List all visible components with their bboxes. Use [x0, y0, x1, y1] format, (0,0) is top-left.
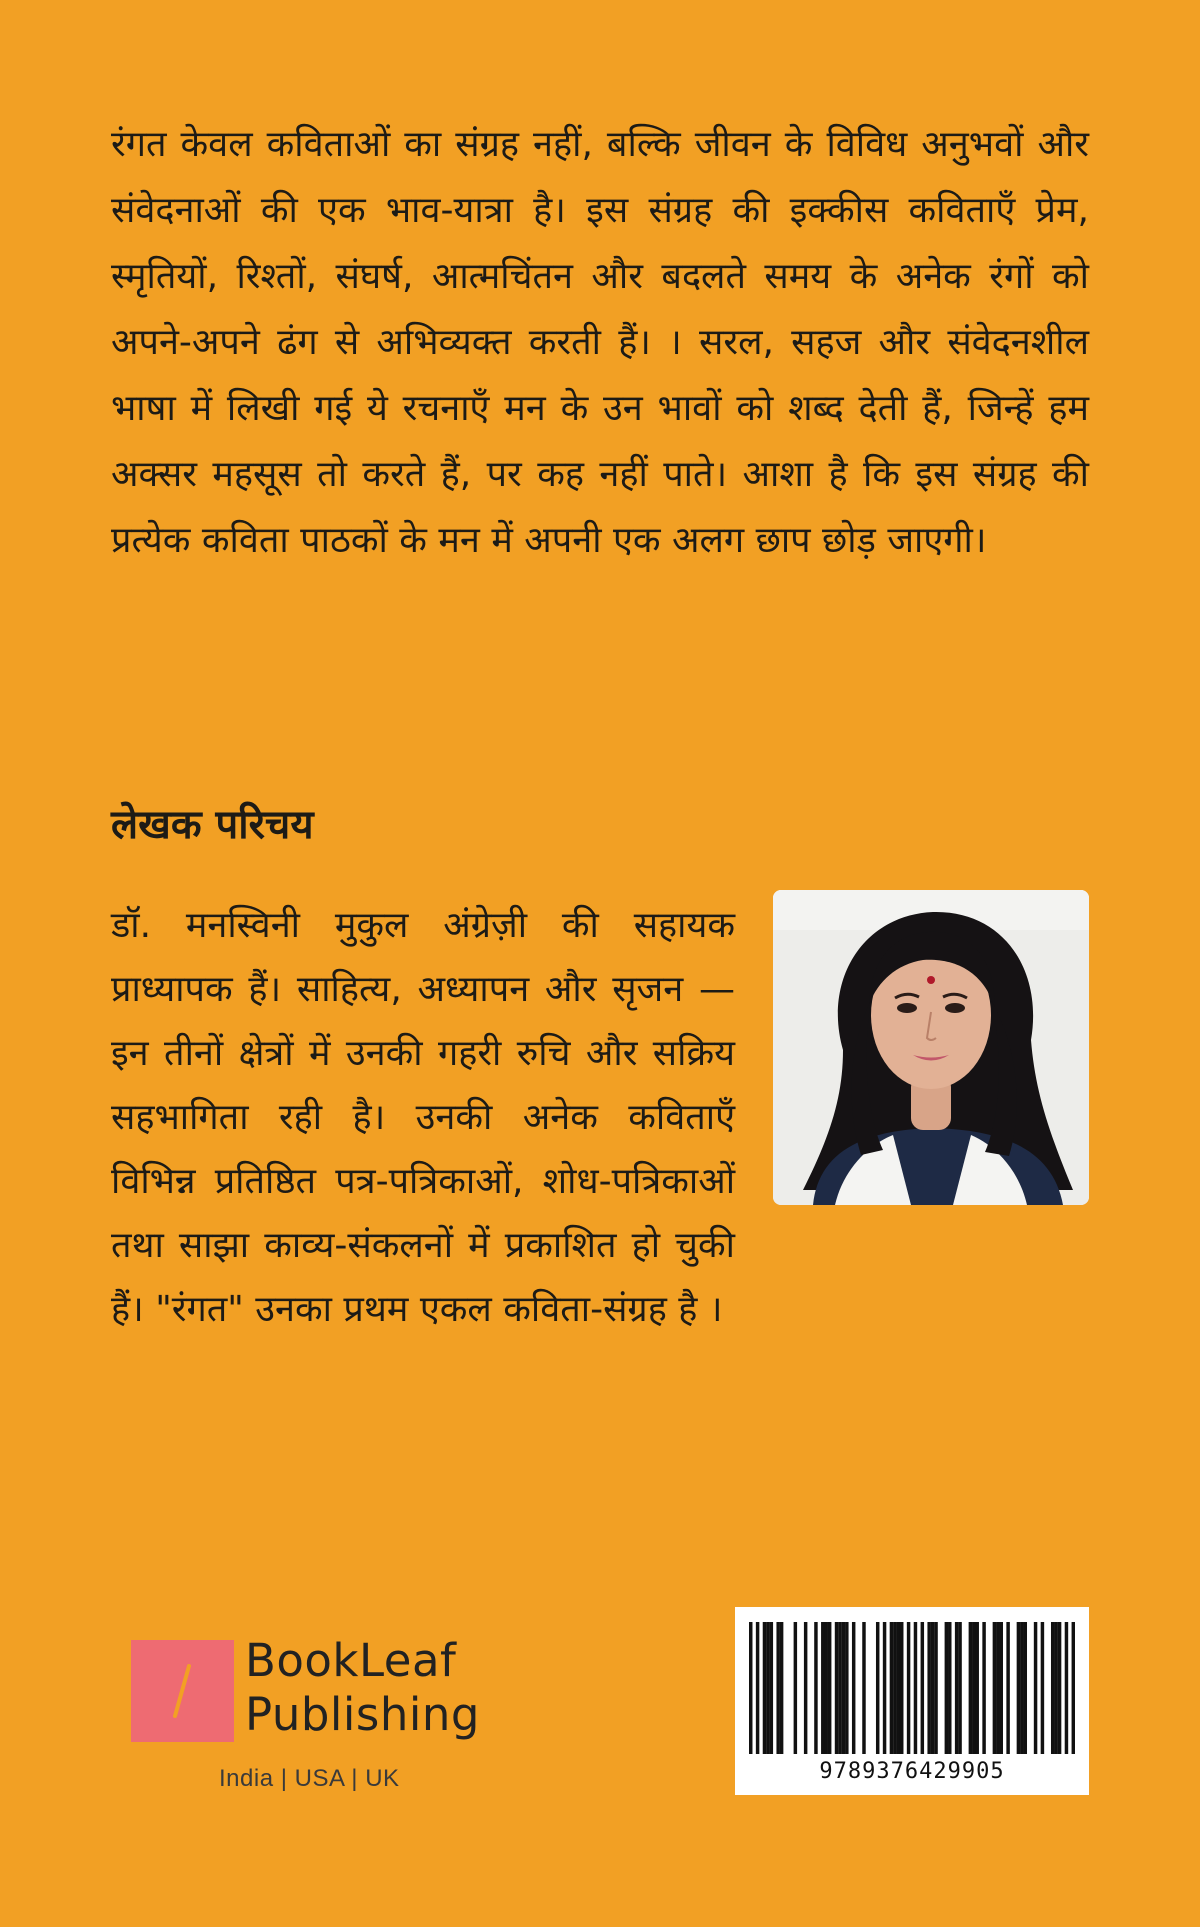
barcode-bar [1020, 1622, 1023, 1754]
barcode-bar [756, 1622, 759, 1754]
barcode-bar [931, 1622, 934, 1754]
isbn-number: 9789376429905 [819, 1759, 1005, 1784]
barcode-bar [821, 1622, 824, 1754]
barcode-bar [1034, 1622, 1037, 1754]
barcode-bar [749, 1622, 752, 1754]
barcode-bar [921, 1622, 924, 1754]
barcode-bar [1041, 1622, 1044, 1754]
barcode-bar [1054, 1622, 1057, 1754]
barcode-bar [982, 1622, 985, 1754]
barcode-bar [1024, 1622, 1027, 1754]
barcode-bar [996, 1622, 999, 1754]
barcode-bar [852, 1622, 855, 1754]
barcode-bar [883, 1622, 886, 1754]
barcode-bar [897, 1622, 900, 1754]
barcode-bar [1006, 1622, 1009, 1754]
publisher-name-line1: BookLeaf [245, 1634, 457, 1687]
barcode-bar [934, 1622, 937, 1754]
barcode-bar [1065, 1622, 1068, 1754]
barcode-bar [845, 1622, 848, 1754]
barcode-bar [862, 1622, 865, 1754]
publisher-name [245, 1634, 480, 1742]
barcode-bar [955, 1622, 958, 1754]
barcode-bar [972, 1622, 975, 1754]
barcode-bar [993, 1622, 996, 1754]
barcode-bar [766, 1622, 769, 1754]
barcode-bar [907, 1622, 910, 1754]
barcode-bar [770, 1622, 773, 1754]
leaf-slash-icon [131, 1640, 234, 1742]
barcode-bar [948, 1622, 951, 1754]
barcode-bar [814, 1622, 817, 1754]
author-photo [773, 890, 1089, 1205]
barcode-bar [975, 1622, 978, 1754]
barcode-bar [900, 1622, 903, 1754]
barcode-bar [969, 1622, 972, 1754]
barcode-bar [927, 1622, 930, 1754]
barcode-bar [1072, 1622, 1075, 1754]
barcode-bar [776, 1622, 779, 1754]
barcode-bar [958, 1622, 961, 1754]
barcode-bar [1058, 1622, 1061, 1754]
isbn-barcode [735, 1607, 1089, 1795]
barcode-bar [893, 1622, 896, 1754]
barcode-bar [838, 1622, 841, 1754]
barcode-bar [804, 1622, 807, 1754]
author-bio: डॉ. मनस्विनी मुकुल अंग्रेज़ी की सहायक प्राध्यापक हैं। साहित्य, अध्यापन और सृजन —इन तीनों क्षेत्रों में उनकी गहरी रुचि और सक्रिय सहभागिता रही है। उनकी अनेक कविताएँ विभिन्न प्रतिष्ठित पत्र-पत्रिकाओं, शोध-पत्रिकाओं तथा साझा काव्य-संकलनों में प्रकाशित हो चुकी हैं। "रंगत" उनका प्रथम एकल कविता-संग्रह है । [111, 905, 735, 1330]
back-cover-blurb: रंगत केवल कविताओं का संग्रह नहीं, बल्कि जीवन के विविध अनुभवों और संवेदनाओं की एक भाव-यात्रा है। इस संग्रह की इक्कीस कविताएँ प्रेम, स्मृतियों, रिश्तों, संघर्ष, आत्मचिंतन और बदलते समय के अनेक रंगों को अपने-अपने ढंग से अभिव्यक्त करती हैं। । सरल, सहज और संवेदनशील भाषा में लिखी गई ये रचनाएँ मन के उन भावों को शब्द देती हैं, जिन्हें हम अक्सर महसूस तो करते हैं, पर कह नहीं पाते। आशा है कि इस संग्रह की प्रत्येक कविता पाठकों के मन में अपनी एक अलग छाप छोड़ जाएगी। [111, 124, 1089, 561]
barcode-bar [1017, 1622, 1020, 1754]
barcode-bar [780, 1622, 783, 1754]
barcode-bar [890, 1622, 893, 1754]
barcode-bar [824, 1622, 827, 1754]
publisher-logo [131, 1634, 531, 1800]
barcode-bar [763, 1622, 766, 1754]
barcode-bar [835, 1622, 838, 1754]
barcode-bar [842, 1622, 845, 1754]
author-intro-heading: लेखक परिचय [111, 802, 314, 848]
barcode-bar [1000, 1622, 1003, 1754]
barcode-bar [876, 1622, 879, 1754]
barcode-bar [828, 1622, 831, 1754]
publisher-regions: India | USA | UK [219, 1765, 400, 1792]
barcode-bar [794, 1622, 797, 1754]
barcode-bars [749, 1622, 1075, 1754]
barcode-bar [1051, 1622, 1054, 1754]
barcode-bar [945, 1622, 948, 1754]
publisher-name-line2: Publishing [245, 1688, 480, 1741]
barcode-bar [914, 1622, 917, 1754]
